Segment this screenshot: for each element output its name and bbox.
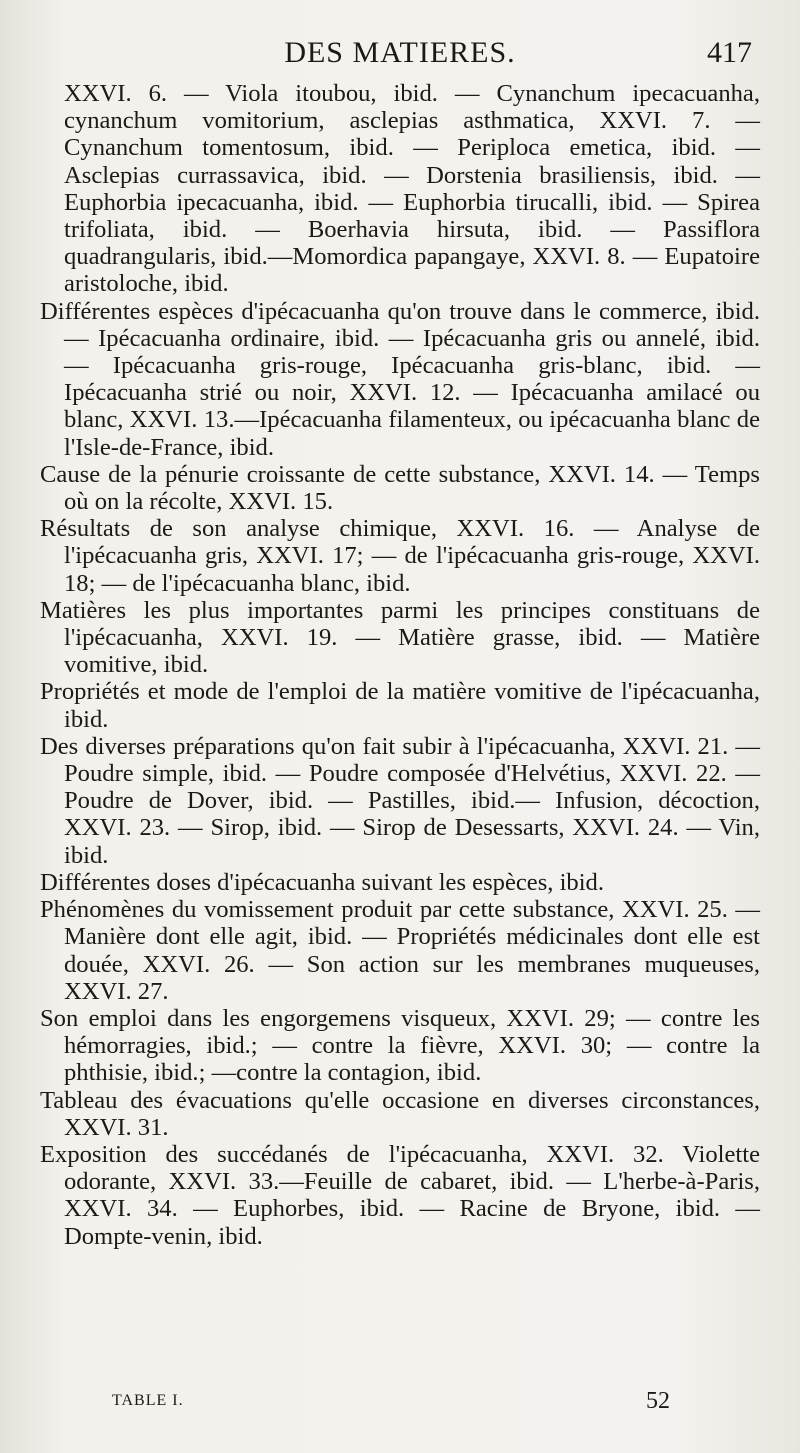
index-entry: Matières les plus importantes parmi les principes constituans de l'ipécacuanha, XXVI. 19. — Matière grasse, ibid. — Matière vomitive, ibid. xyxy=(40,596,760,679)
index-entry: XXVI. 6. — Viola itoubou, ibid. — Cynanchum ipecacuanha, cynanchum vomitorium, asclepias asthmatica, XXVI. 7. — Cynanchum tomentosum, ibid. — Periploca emetica, ibid. — Asclepias currassavica, ibid. — Dorstenia brasiliensis, ibid. — Euphorbia ipecacuanha, ibid. — Euphorbia tirucalli, ibid. — Spirea trifoliata, ibid. — Boerhavia hirsuta, ibid. — Passiflora quadrangularis, ibid.—Momordica papangaye, XXVI. 8. — Eupatoire aristoloche, ibid. xyxy=(64,80,760,298)
running-header xyxy=(40,32,760,78)
index-entry: Des diverses préparations qu'on fait subir à l'ipécacuanha, XXVI. 21. — Poudre simple, ibid. — Poudre composée d'Helvétius, XXVI. 22. — Poudre de Dover, ibid. — Pastilles, ibid.— Infusion, décoction, XXVI. 23. — Sirop, ibid. — Sirop de Desessarts, XXVI. 24. — Vin, ibid. xyxy=(40,732,760,869)
index-entry: Phénomènes du vomissement produit par cette substance, XXVI. 25. — Manière dont elle agit, ibid. — Propriétés médicinales dont elle est douée, XXVI. 26. — Son action sur les membranes muqueuses, XXVI. 27. xyxy=(40,896,760,1005)
index-entry: Propriétés et mode de l'emploi de la matière vomitive de l'ipécacuanha, ibid. xyxy=(40,678,760,733)
index-entry: Cause de la pénurie croissante de cette substance, XXVI. 14. — Temps où on la récolte, XXVI. 15. xyxy=(40,460,760,516)
index-entry: Différentes espèces d'ipécacuanha qu'on trouve dans le commerce, ibid. — Ipécacuanha ordinaire, ibid. — Ipécacuanha gris ou annelé, ibid. — Ipécacuanha gris-rouge, Ipécacuanha gris-blanc, ibid. — Ipécacuanha strié ou noir, XXVI. 12. — Ipécacuanha amilacé ou blanc, XXVI. 13.—Ipécacuanha filamenteux, ou ipécacuanha blanc de l'Isle-de-France, ibid. xyxy=(40,297,760,461)
index-entry: Tableau des évacuations qu'elle occasione en diverses circonstances, XXVI. 31. xyxy=(40,1086,760,1141)
running-title: DES MATIERES. xyxy=(284,36,516,69)
index-entry: Son emploi dans les engorgemens visqueux, XXVI. 29; — contre les hémorragies, ibid.; — contre la fièvre, XXVI. 30; — contre la phthisie, ibid.; —contre la contagion, ibid. xyxy=(40,1004,760,1087)
page-number: 417 xyxy=(707,36,752,69)
index-entry: Différentes doses d'ipécacuanha suivant les espèces, ibid. xyxy=(40,868,604,896)
page-footer xyxy=(40,1388,760,1418)
index-entry: Résultats de son analyse chimique, XXVI. 16. — Analyse de l'ipécacuanha gris, XXVI. 17; — de l'ipécacuanha gris-rouge, XXVI. 18; — de l'ipécacuanha blanc, ibid. xyxy=(40,515,760,597)
index-entries xyxy=(40,80,760,1250)
sheet-number: 52 xyxy=(646,1388,670,1414)
signature-mark: TABLE I. xyxy=(112,1392,184,1409)
index-entry: Exposition des succédanés de l'ipécacuanha, XXVI. 32. Violette odorante, XXVI. 33.—Feuille de cabaret, ibid. — L'herbe-à-Paris, XXVI. 34. — Euphorbes, ibid. — Racine de Bryone, ibid. — Dompte-venin, ibid. xyxy=(40,1140,760,1250)
